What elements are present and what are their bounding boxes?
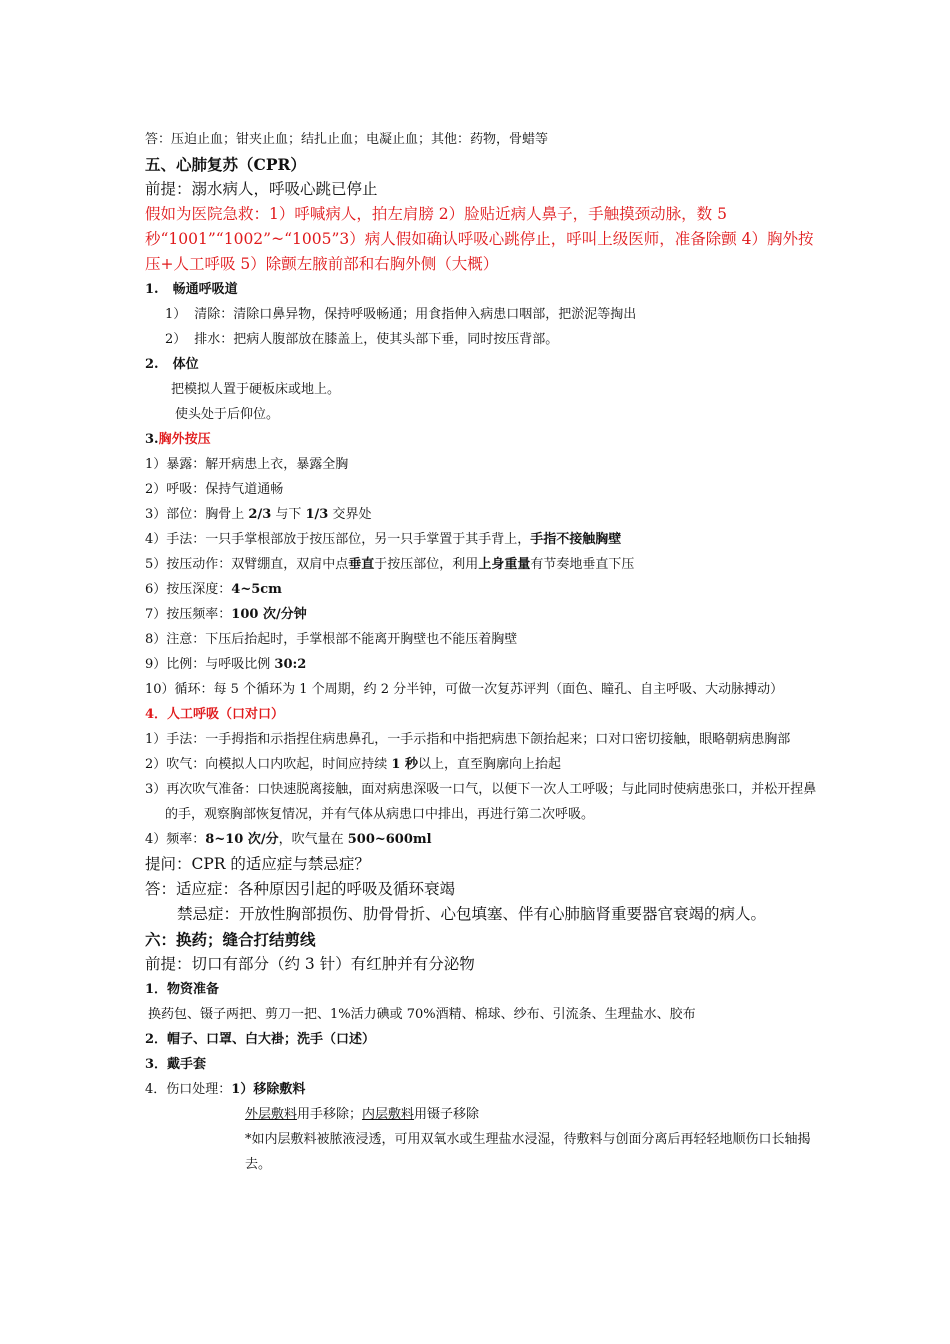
list-item: 3）部位：胸骨上 2/3 与下 1/3 交界处 [145,507,372,522]
list-item: 5）按压动作：双臂绷直，双肩中点垂直于按压部位，利用上身重量有节奏地垂直下压 [145,557,635,572]
heading-wound-care: 4．伤口处理：1）移除敷料 [145,1082,306,1097]
list-item: 把模拟人置于硬板床或地上。 [171,382,341,397]
cpr-question: 提问：CPR 的适应症与禁忌症？ [145,855,370,873]
list-item: 2）呼吸：保持气道通畅 [145,482,284,497]
heading-artificial-respiration: 4．人工呼吸（口对口） [145,707,285,722]
cpr-answer-indications: 答：适应症：各种原因引起的呼吸及循环衰竭 [145,880,456,898]
list-item: 10）循环：每 5 个循环为 1 个周期，约 2 分半钟，可做一次复苏评判（面色、瞳孔、自主呼吸、大动脉搏动） [145,682,784,697]
dressing-removal: 外层敷料用手移除；内层敷料用镊子移除 [245,1107,480,1122]
list-item: 1）手法：一手拇指和示指捏住病患鼻孔，一手示指和中指把病患下颌抬起来；口对口密切接触，眼略朝病患胸部 [145,732,791,747]
heading-position: 2. 体位 [145,357,199,372]
list-item: 4）频率：8~10 次/分，吹气量在 500~600ml [145,832,432,847]
supplies-list: 换药包、镊子两把、剪刀一把、1%活力碘或 70%酒精、棉球、纱布、引流条、生理盐水、胶布 [148,1007,696,1022]
dressing-note: *如内层敷料被脓液浸透，可用双氧水或生理盐水浸湿，待敷料与创面分离后再轻轻地顺伤口长轴揭去。 [245,1132,811,1172]
cpr-answer-contraindications: 禁忌症：开放性胸部损伤、肋骨骨折、心包填塞、伴有心肺脑肾重要器官衰竭的病人。 [177,905,767,923]
answer-hemostasis: 答：压迫止血；钳夹止血；结扎止血；电凝止血；其他：药物，骨蜡等 [145,132,549,147]
heading-chest-compression: 3.胸外按压 [145,432,211,447]
list-item: 6）按压深度：4~5cm [145,582,282,597]
section6-premise: 前提：切口有部分（约 3 针）有红肿并有分泌物 [145,955,475,973]
section5-title: 五、心肺复苏（CPR） [145,155,306,174]
heading-gown: 2．帽子、口罩、白大褂；洗手（口述） [145,1032,376,1047]
heading-airway: 1. 畅通呼吸道 [145,282,238,297]
heading-gloves: 3．戴手套 [145,1057,207,1072]
list-item: 使头处于后仰位。 [175,407,280,422]
section6-title: 六：换药；缝合打结剪线 [145,930,316,949]
list-item: 1）暴露：解开病患上衣，暴露全胸 [145,457,349,472]
list-item: 7）按压频率：100 次/分钟 [145,607,307,622]
section5-premise: 前提：溺水病人，呼吸心跳已停止 [145,180,378,198]
list-item: 3）再次吹气准备：口快速脱离接触，面对病患深吸一口气，以便下一次人工呼吸；与此同时使病患张口，并松开捏鼻的手，观察胸部恢复情况，并有气体从病患口中排出，再进行第二次呼吸。 [145,782,817,822]
list-item: 1） 清除：清除口鼻异物，保持呼吸畅通；用食指伸入病患口咽部，把淤泥等掏出 [165,307,637,322]
list-item: 8）注意：下压后抬起时，手掌根部不能离开胸壁也不能压着胸壁 [145,632,518,647]
list-item: 2） 排水：把病人腹部放在膝盖上，使其头部下垂，同时按压背部。 [165,332,559,347]
list-item: 2）吹气：向模拟人口内吹起，时间应持续 1 秒以上，直至胸廓向上抬起 [145,757,561,772]
list-item: 9）比例：与呼吸比例 30:2 [145,657,307,672]
section5-emergency-steps: 假如为医院急救：1）呼喊病人，拍左肩膀 2）脸贴近病人鼻子，手触摸颈动脉，数 5 秒“1001”“1002”~“1005”3）病人假如确认呼吸心跳停止，呼叫上级医师，准备除颤 4）胸外按压+人工呼吸 5）除颤左腋前部和右胸外侧（大概） [145,205,814,273]
list-item: 4）手法：一只手掌根部放于按压部位，另一只手掌置于其手背上，手指不接触胸壁 [145,532,622,547]
heading-supplies: 1．物资准备 [145,982,220,997]
document-page [145,127,825,1177]
